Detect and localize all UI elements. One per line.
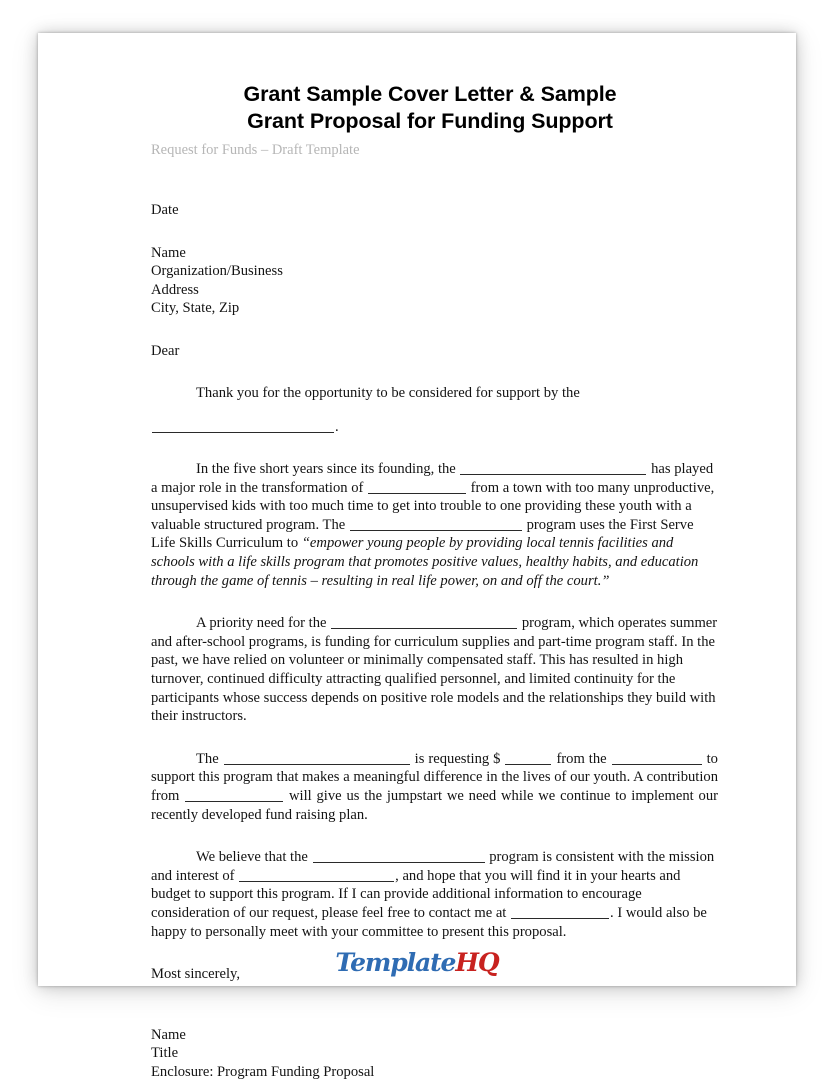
paragraph-4-text-b: is requesting $ xyxy=(414,750,501,767)
salutation: Dear xyxy=(151,342,180,359)
fill-in-blank[interactable] xyxy=(460,462,646,475)
paragraph-1-text-a: Thank you for the opportunity to be considered for support by the xyxy=(196,385,580,401)
recipient-name: Name xyxy=(151,244,186,261)
recipient-organization: Organization/Business xyxy=(151,263,283,279)
paragraph-2-text-d: program uses the First Serve Life Skills Curriculum to xyxy=(151,516,694,552)
fill-in-blank[interactable] xyxy=(152,420,334,433)
paragraph-4-text-a: The xyxy=(196,750,219,767)
paragraph-1-blank-line xyxy=(151,418,718,437)
spacer xyxy=(151,360,718,384)
curriculum-mission-quote: “empower young people by providing local tennis facilities and schools with a life skills program that promotes positive values, healthy habits, and education through the game of tennis – resulting in real life power, on and off the court.” xyxy=(151,535,699,589)
spacer xyxy=(151,318,718,342)
page-title-line-1: Grant Sample Cover Letter & Sample xyxy=(243,82,617,106)
paragraph-1-text-b: . xyxy=(335,418,339,435)
paragraph-4-text-c: from the xyxy=(556,750,607,767)
paragraph-3-text-a: A priority need for the xyxy=(196,615,327,632)
paragraph-priority-need xyxy=(151,614,718,726)
spacer xyxy=(151,403,718,418)
document-page xyxy=(38,33,796,1080)
fill-in-blank[interactable] xyxy=(612,752,702,765)
fill-in-blank[interactable] xyxy=(313,850,485,863)
recipient-address: Address xyxy=(151,281,199,298)
paragraph-4-text-e: will give us the jumpstart we need while we continue to implement our recently developed fund raising plan. xyxy=(151,788,718,823)
fill-in-blank[interactable] xyxy=(224,752,410,765)
paragraph-4-text-d: to support this program that makes a meaningful difference in the lives of our youth. A contribution from xyxy=(151,750,718,804)
fill-in-blank[interactable] xyxy=(368,481,466,494)
paragraph-2-text-b: has played a major role in the transformation of xyxy=(151,461,714,496)
date-label: Date xyxy=(151,202,179,218)
document-page-content xyxy=(38,33,796,1080)
signature-enclosure: Enclosure: Program Funding Proposal xyxy=(151,1063,375,1080)
spacer xyxy=(151,436,718,460)
spacer xyxy=(151,590,718,614)
document-heading xyxy=(150,81,710,159)
paragraph-5-text-c: , and hope that you will find it in your hearts and budget to support this program. If I can provide additional information to encourage consideration of our request, please feel free to contact me at xyxy=(151,867,681,921)
closing-salutation: Most sincerely, xyxy=(151,966,241,983)
paragraph-founding xyxy=(151,460,718,590)
fill-in-blank[interactable] xyxy=(185,789,283,802)
paragraph-2-text-a: In the five short years since its founding, the xyxy=(196,461,456,478)
fill-in-blank[interactable] xyxy=(331,616,517,629)
paragraph-3-text-b: program, which operates summer and after-school programs, is funding for curriculum supplies and part-time program staff. In the past, we have relied on volunteer or minimally compensated staff. This has resulted in high turnover, continued difficulty attracting qualified personnel, and limited continuity for the participants whose success depends on positive role models and the relationships they build with their instructors. xyxy=(151,615,718,725)
signature-name: Name xyxy=(151,1026,186,1043)
fill-in-blank[interactable] xyxy=(511,906,609,919)
spacer xyxy=(151,824,718,848)
paragraph-thank-you xyxy=(151,384,718,403)
paragraph-2-text-c: from a town with too many unproductive, unsupervised kids with too much time to get into trouble to one providing these youth with a valuable structured program. The xyxy=(151,479,715,533)
fill-in-blank[interactable] xyxy=(350,518,522,531)
logo-text-template: Template xyxy=(335,948,456,977)
page-subtitle: Request for Funds – Draft Template xyxy=(151,142,360,158)
recipient-city-state-zip: City, State, Zip xyxy=(151,300,240,316)
spacer xyxy=(151,220,718,244)
page-title-line-2: Grant Proposal for Funding Support xyxy=(247,109,613,133)
paragraph-5-text-a: We believe that the xyxy=(196,849,308,866)
paragraph-5-text-d: . I would also be happy to personally meet with your committee to present this proposal. xyxy=(151,904,707,940)
fill-in-blank[interactable] xyxy=(239,869,394,882)
logo-text-hq: HQ xyxy=(455,948,499,977)
spacer-signature xyxy=(151,984,718,1026)
fill-in-blank-amount[interactable] xyxy=(505,752,551,765)
paragraph-5-text-b: program is consistent with the mission and interest of xyxy=(151,849,715,884)
spacer xyxy=(151,726,718,750)
paragraph-closing-appeal xyxy=(151,848,718,941)
templatehq-logo xyxy=(335,950,498,975)
signature-title: Title xyxy=(151,1045,179,1062)
paragraph-request xyxy=(151,750,718,824)
